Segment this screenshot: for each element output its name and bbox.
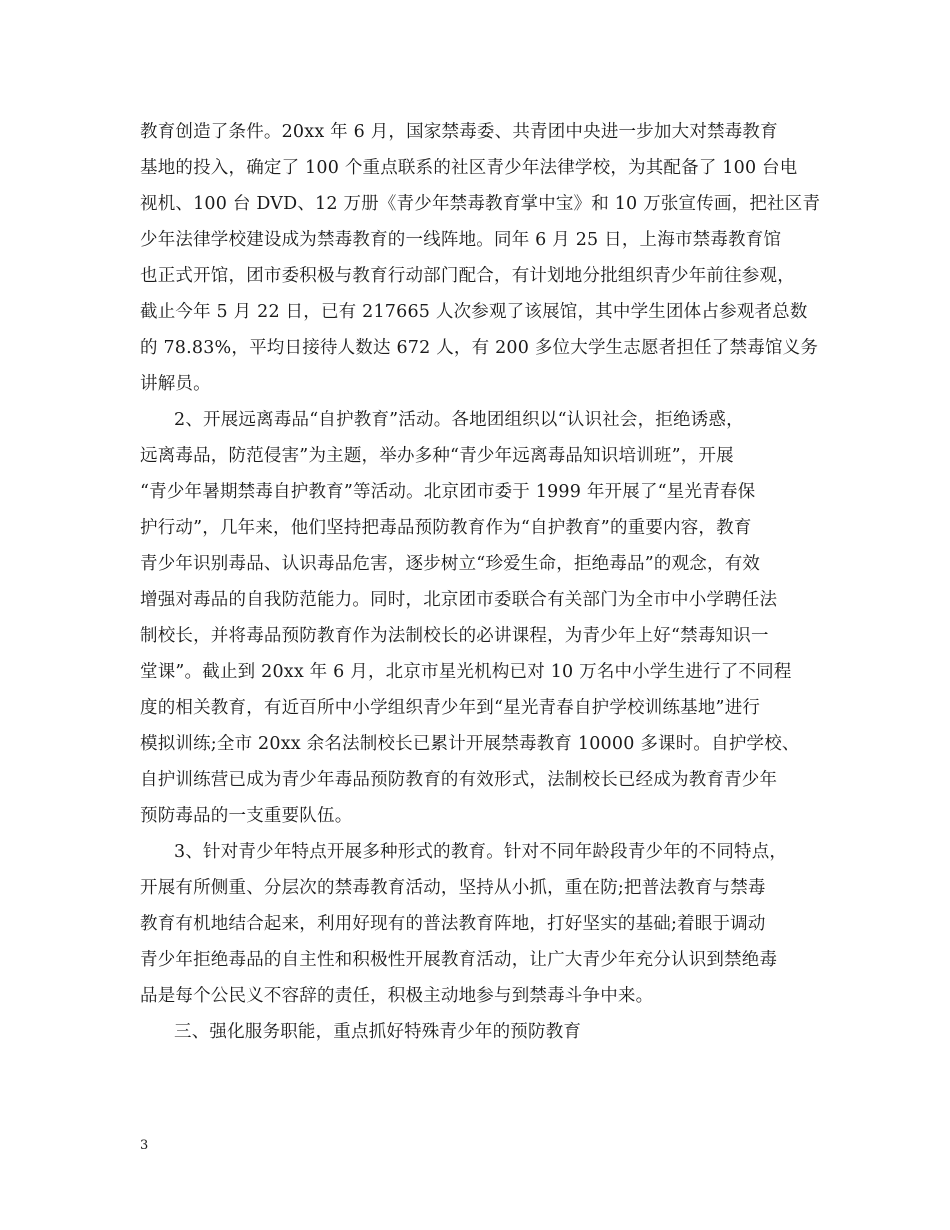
text-line: 讲解员。 — [140, 374, 211, 394]
text-line: 截止今年 5 月 22 日，已有 217665 人次参观了该展馆，其中学生团体占参观者总数 — [140, 302, 808, 322]
text-line: 教育有机地结合起来，利用好现有的普法教育阵地，打好坚实的基础;着眼于调动 — [140, 914, 766, 934]
text-line: 自护训练营已成为青少年毒品预防教育的有效形式，法制校长已经成为教育青少年 — [140, 770, 778, 790]
text-line: 开展有所侧重、分层次的禁毒教育活动，坚持从小抓，重在防;把普法教育与禁毒 — [140, 878, 766, 898]
text-line: “青少年暑期禁毒自护教育”等活动。北京团市委于 1999 年开展了“星光青春保 — [140, 482, 756, 502]
paragraph-3-first-line: 3、针对青少年特点开展多种形式的教育。针对不同年龄段青少年的不同特点， — [174, 842, 788, 862]
text-line: 也正式开馆，团市委积极与教育行动部门配合，有计划地分批组织青少年前往参观， — [140, 266, 795, 286]
section-heading: 三、强化服务职能，重点抓好特殊青少年的预防教育 — [174, 1022, 582, 1042]
text-line: 增强对毒品的自我防范能力。同时，北京团市委联合有关部门为全市中小学聘任法 — [140, 590, 778, 610]
text-line: 模拟训练;全市 20xx 余名法制校长已累计开展禁毒教育 10000 多课时。自护学校、 — [140, 734, 800, 754]
text-line: 堂课”。截止到 20xx 年 6 月，北京市星光机构已对 10 万名中小学生进行了不同程 — [140, 662, 792, 682]
paragraph-2-first-line: 2、开展远离毒品“自护教育”活动。各地团组织以“认识社会，拒绝诱惑， — [174, 410, 744, 430]
text-line: 视机、100 台 DVD、12 万册《青少年禁毒教育掌中宝》和 10 万张宣传画，把社区青 — [140, 194, 821, 214]
text-line: 品是每个公民义不容辞的责任，积极主动地参与到禁毒斗争中来。 — [140, 986, 654, 1006]
page-number: 3 — [140, 1138, 149, 1153]
text-line: 少年法律学校建设成为禁毒教育的一线阵地。同年 6 月 25 日，上海市禁毒教育馆 — [140, 230, 782, 250]
text-line: 青少年识别毒品、认识毒品危害，逐步树立“珍爱生命，拒绝毒品”的观念，有效 — [140, 554, 761, 574]
text-line: 青少年拒绝毒品的自主性和积极性开展教育活动，让广大青少年充分认识到禁绝毒 — [140, 950, 778, 970]
text-line: 教育创造了条件。20xx 年 6 月，国家禁毒委、共青团中央进一步加大对禁毒教育 — [140, 122, 778, 142]
text-line: 基地的投入，确定了 100 个重点联系的社区青少年法律学校，为其配备了 100 台电 — [140, 158, 798, 178]
text-line: 度的相关教育，有近百所中小学组织青少年到“星光青春自护学校训练基地”进行 — [140, 698, 761, 718]
text-line: 护行动”，几年来，他们坚持把毒品预防教育作为“自护教育”的重要内容，教育 — [140, 518, 752, 538]
text-line: 预防毒品的一支重要队伍。 — [140, 806, 353, 826]
text-line: 制校长，并将毒品预防教育作为法制校长的必讲课程，为青少年上好“禁毒知识一 — [140, 626, 769, 646]
text-line: 的 78.83%，平均日接待人数达 672 人，有 200 多位大学生志愿者担任了禁毒馆义务 — [140, 338, 819, 358]
text-line: 远离毒品，防范侵害”为主题，举办多种“青少年远离毒品知识培训班”，开展 — [140, 446, 734, 466]
